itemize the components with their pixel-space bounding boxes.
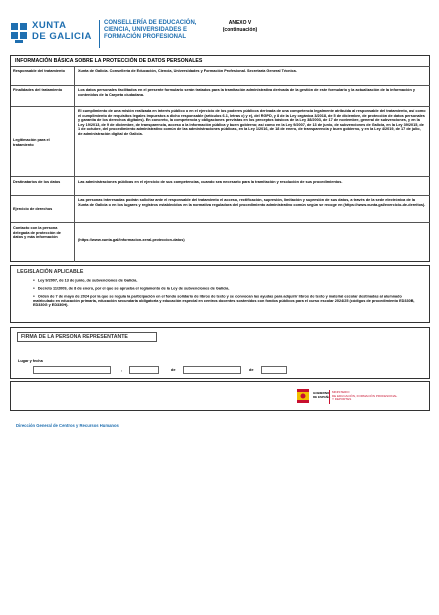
data-protection-box bbox=[10, 55, 430, 262]
legislation-box bbox=[10, 265, 430, 323]
divider bbox=[11, 85, 430, 86]
row-text-responsable: Xunta de Galicia. Consellería de Educación, Ciencia, Universidades y Formación Profesional. Secretaría General Técnica. bbox=[78, 69, 297, 73]
conselleria-line3: FORMACIÓN PROFESIONAL bbox=[104, 34, 186, 40]
logo-divider bbox=[99, 20, 100, 48]
legislation-title: LEGISLACIÓN APLICABLE bbox=[17, 269, 84, 275]
ministry-line1: MINISTERIO bbox=[332, 390, 350, 394]
xunta-line1: XUNTA bbox=[32, 20, 67, 31]
row-label-legitimacion: Legitimación para el tratamiento bbox=[13, 138, 50, 147]
row-text-legitimacion: El cumplimiento de una misión realizada en interés público o en el ejercicio de los poderes públicos derivada de una competencia legalmente atribuida al responsable del tratamiento, así como el cumplimiento de requisitos legales impuestos a dicho responsable (artículos 6.1, letras c) y e), del RGPD, y 8 de la Ley orgánica 3/2018, de 5 de diciembre, de protección de datos personales y garantía de los derechos digitales). En concreto, la competencia y obligaciones previstas en los preceptos básicos de la Ley 38/2003, de 17 de noviembre, general de subvenciones, y en la Ley 19/2013, de 9 de diciembre, de transparencia, acceso a la información pública y buen gobierno; así como en la Ley 9/2007, de 13 de junio, de subvenciones de Galicia, en la Ley 39/2015, de 1 de octubre, del procedimiento administrativo común de las administraciones públicas, en la Ley 1/2016, de 18 de enero, de transparencia y buen gobierno, y en la Ley 4/2019, de 17 de julio, de administración digital de Galicia. bbox=[78, 109, 426, 136]
ministry-line3: Y DEPORTES bbox=[332, 397, 352, 402]
de-separator-1: de bbox=[171, 368, 176, 372]
row-text-destinatarios: Las administraciones públicas en el ejercicio de sus competencias, cuando sea necesario para la tramitación y resolución de sus procedimientos. bbox=[78, 180, 343, 184]
anexo-label bbox=[210, 20, 270, 34]
gobierno-espana-text bbox=[313, 392, 330, 399]
signature-box bbox=[10, 327, 430, 379]
row-text-finalidades: Los datos personales facilitados en el presente formulario serán tratados para la tramitación administrativa derivada de la gestión de este formulario y la actualización de la información y contenidos de la Carpeta ciudadana. bbox=[78, 88, 415, 97]
legislation-item: ● Decreto 11/2009, de 8 de enero, por el que se aprueba el reglamento de la Ley de subvenciones de Galicia. bbox=[33, 286, 423, 291]
gov-line1: GOBIERNO bbox=[313, 391, 330, 395]
row-label-responsable: Responsable del tratamiento bbox=[13, 69, 65, 73]
data-protection-title: INFORMACIÓN BÁSICA SOBRE LA PROTECCIÓN DE DATOS PERSONALES bbox=[15, 58, 203, 64]
divider bbox=[11, 222, 430, 223]
gobierno-espana-shield-icon bbox=[296, 387, 310, 410]
day-field[interactable] bbox=[129, 366, 159, 374]
conselleria-name bbox=[104, 20, 219, 41]
anexo-title: ANEXO V bbox=[228, 20, 252, 26]
legislation-item: ● Ley 9/2007, de 13 de junio, de subvenciones de Galicia. bbox=[33, 278, 423, 283]
comma-separator: , bbox=[121, 368, 123, 372]
row-label-destinatarios: Destinatarios de los datos bbox=[13, 180, 61, 184]
xunta-logo-icon bbox=[10, 22, 28, 44]
xunta-logo-text bbox=[32, 20, 92, 42]
logo-divider bbox=[329, 390, 330, 404]
column-divider bbox=[74, 66, 75, 262]
xunta-line2: DE GALICIA bbox=[32, 31, 92, 42]
ministry-text bbox=[332, 391, 397, 402]
signature-title: FIRMA DE LA PERSONA REPRESENTANTE bbox=[21, 334, 128, 340]
month-field[interactable] bbox=[183, 366, 241, 374]
place-field[interactable] bbox=[33, 366, 111, 374]
row-label-finalidades: Finalidades del tratamiento bbox=[13, 88, 63, 92]
divider bbox=[11, 195, 430, 196]
row-label-contacto: Contacto con la persona delegada de protección de datos y más información bbox=[13, 226, 61, 240]
year-field[interactable] bbox=[261, 366, 287, 374]
legislation-item: ● Orden de 7 de mayo de 2024 por la que se regula la participación en el fondo solidario de libros de texto y se convocan las ayudas para adquirir libros de texto y material escolar destinadas al alumnado matriculado en educación primaria, educación secundaria obligatoria y educación especial en centros docentes sostenidos con fondos públicos para el curso escolar 2024/25 (códigos de procedimiento ED330B, ED330G y ED330H). bbox=[33, 294, 423, 308]
divider bbox=[11, 176, 430, 177]
row-text-ejercicio: Las personas interesadas podrán solicitar ante el responsable del tratamiento el acceso, rectificación, supresión, limitación y supresión de sus datos, a través de la sede electrónica de la Xunta de Galicia o en los lugares y registros establecidos en la normativa reguladora del procedimiento administrativo común según se recoge en (https://www.xunta.gal/exercicio-de-dereitos). bbox=[78, 198, 426, 207]
divider bbox=[11, 106, 430, 107]
footer-direction: Dirección General de Centros y Recursos Humanos bbox=[16, 423, 119, 428]
conselleria-line2: CIENCIA, UNIVERSIDADES E bbox=[104, 27, 188, 33]
row-text-contacto: (https://www.xunta.gal/informacion-xeral-proteccion-datos) bbox=[78, 238, 185, 242]
ministry-line2: DE EDUCACIÓN, FORMACIÓN PROFESIONAL bbox=[332, 393, 398, 398]
conselleria-line1: CONSELLERÍA DE EDUCACIÓN, bbox=[104, 20, 197, 26]
place-date-label: Lugar y fecha bbox=[18, 359, 43, 363]
anexo-continuation: (continuación) bbox=[222, 27, 258, 33]
gov-line2: DE ESPAÑA bbox=[313, 394, 331, 399]
row-label-ejercicio: Ejercicio de derechos bbox=[13, 207, 53, 211]
de-separator-2: de bbox=[249, 368, 254, 372]
funding-logos-box bbox=[10, 381, 430, 411]
